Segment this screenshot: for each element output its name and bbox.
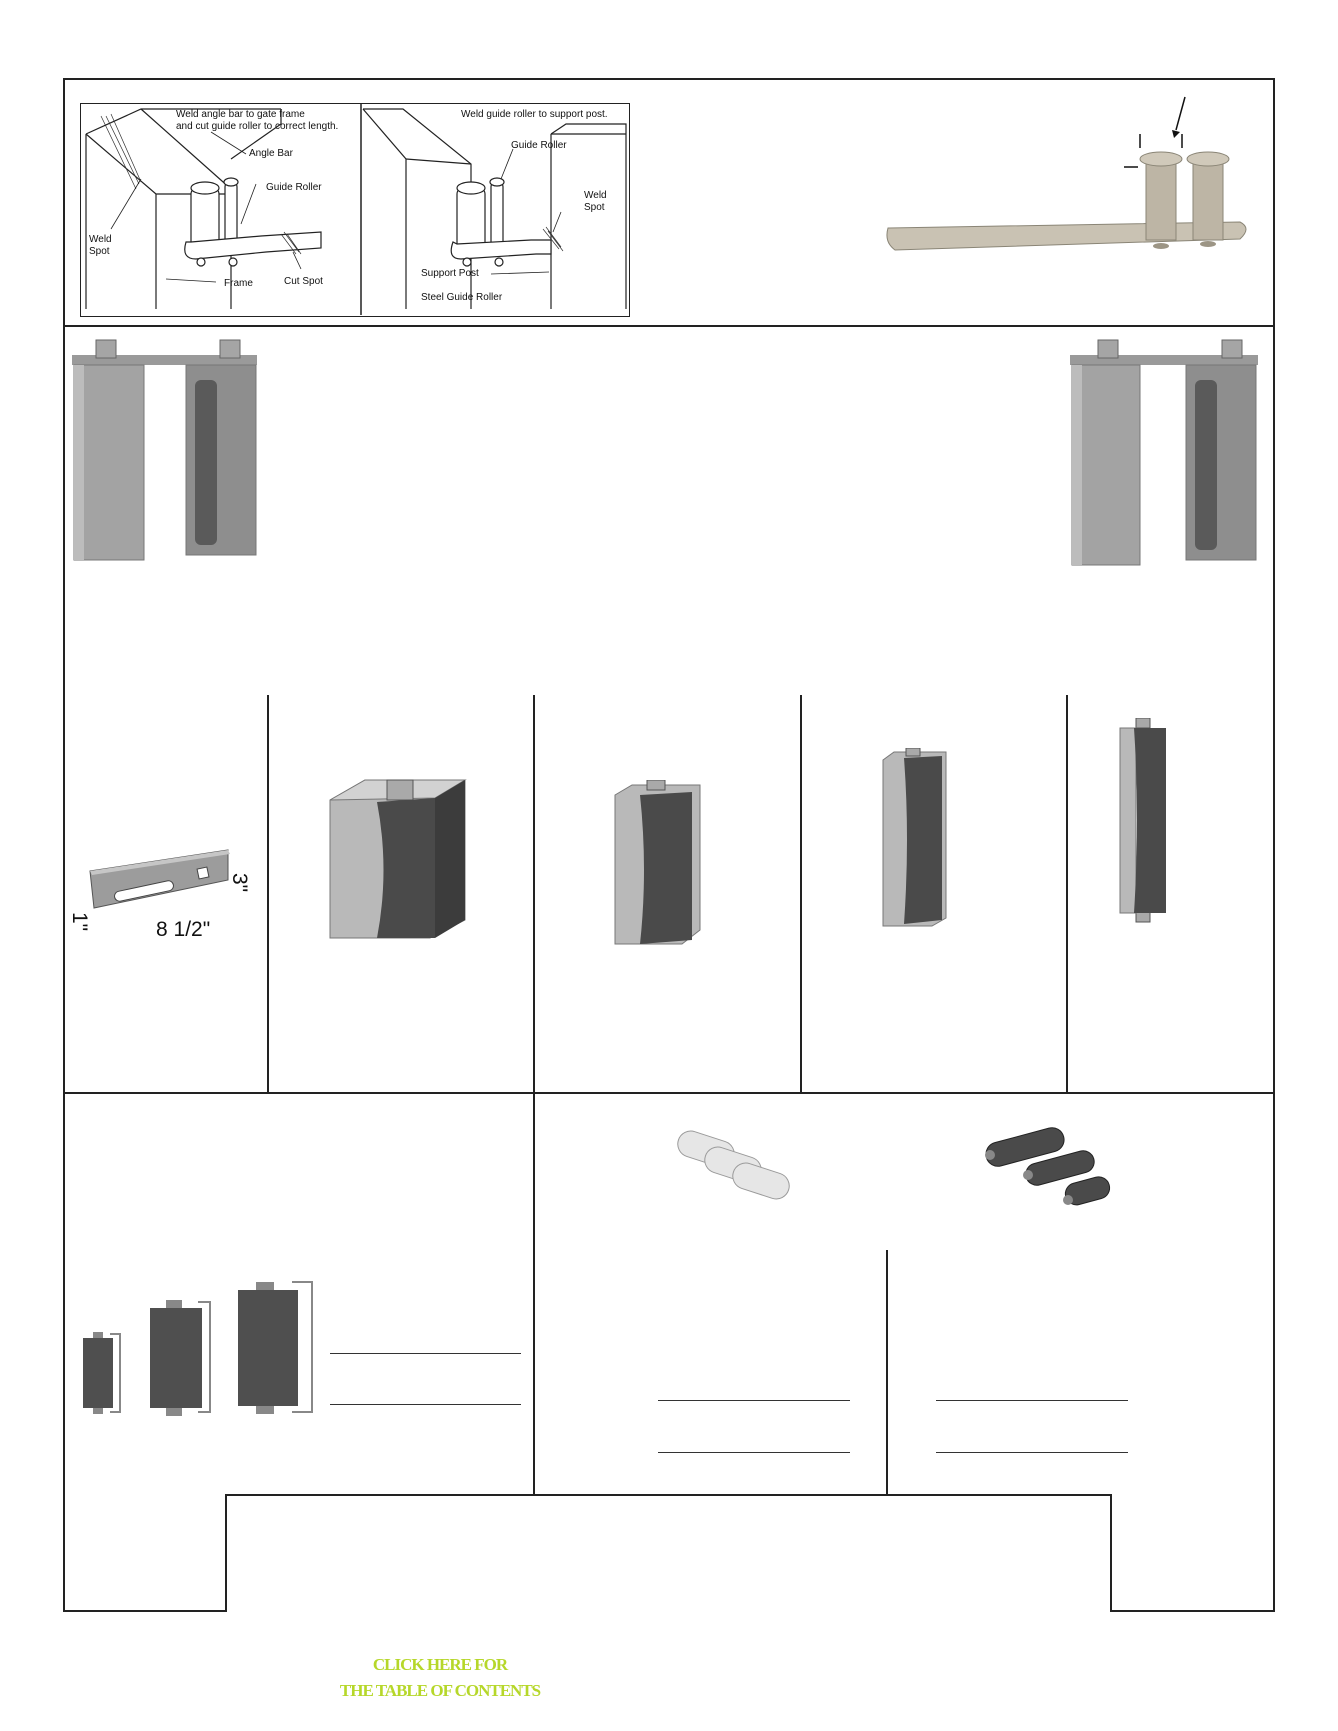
white-cover-blank-line-1 [658, 1400, 850, 1401]
frame-right [1273, 78, 1275, 1610]
roller-kit-small [83, 1332, 120, 1414]
notch-right [1110, 1494, 1112, 1612]
frame-top [63, 78, 1275, 80]
left-caption-line2: and cut guide roller to correct length. [176, 121, 339, 132]
label-guide-roller-left: Guide Roller [266, 182, 322, 193]
label-frame: Frame [224, 278, 253, 289]
label-weld-spot-left-2: Spot [89, 246, 110, 257]
mounting-bracket-illustration [68, 838, 263, 948]
divider-bottom-right [886, 1250, 888, 1494]
roller-kit-set-image [80, 1270, 320, 1422]
divider-row1 [63, 325, 1275, 327]
roller-kit-illustration [80, 1270, 320, 1422]
label-steel-guide-roller: Steel Guide Roller [421, 292, 503, 303]
divider-col1 [267, 695, 269, 1092]
white-cover-blank-line-2 [658, 1452, 850, 1453]
bracket-length-label: 8 1/2" [156, 918, 211, 941]
extra-tall-roller-image [1118, 718, 1170, 923]
frame-left [63, 78, 65, 1610]
double-roller-illustration-left [70, 335, 260, 565]
notch-top [225, 1494, 1112, 1496]
divider-bottom-center [533, 1092, 535, 1494]
white-roller-covers-illustration [672, 1128, 802, 1213]
medium-roller-image [612, 780, 702, 948]
mounting-bracket-image [68, 838, 263, 948]
bracket-thickness-label: 1" [68, 912, 91, 932]
toc-link-line1: CLICK HERE FOR [372, 1655, 508, 1674]
frame-bottom-right [1110, 1610, 1275, 1612]
left-caption-line1: Weld angle bar to gate frame [176, 109, 305, 120]
installation-diagram [80, 103, 630, 317]
label-guide-roller-right: Guide Roller [511, 140, 567, 151]
tall-roller-image [880, 748, 950, 928]
divider-col4 [1066, 695, 1068, 1092]
label-angle-bar: Angle Bar [249, 148, 293, 159]
short-roller-image [325, 770, 475, 945]
bracket-height-label: 3" [228, 873, 251, 893]
double-roller-illustration-right [1068, 335, 1260, 570]
double-roller-image-right [1068, 335, 1260, 570]
toc-link-line2: THE TABLE OF CONTENTS [339, 1681, 541, 1700]
notch-left [225, 1494, 227, 1612]
extra-tall-roller-illustration [1118, 718, 1170, 923]
kit-blank-line-1 [330, 1353, 521, 1354]
roller-kit-large [238, 1282, 312, 1414]
frame-bottom-left [63, 1610, 227, 1612]
black-cover-blank-line-1 [936, 1400, 1128, 1401]
black-roller-covers-image [980, 1125, 1120, 1220]
black-cover-blank-line-2 [936, 1452, 1128, 1453]
short-roller-illustration [325, 770, 475, 945]
white-roller-covers-image [672, 1128, 802, 1213]
black-roller-covers-illustration [980, 1125, 1120, 1220]
divider-col2 [533, 695, 535, 1092]
label-weld-spot-right-2: Spot [584, 202, 605, 213]
label-support-post: Support Post [421, 268, 479, 279]
divider-col3 [800, 695, 802, 1092]
double-roller-image-left [70, 335, 260, 565]
medium-roller-illustration [612, 780, 702, 948]
label-cut-spot: Cut Spot [284, 276, 323, 287]
roller-kit-medium [150, 1300, 210, 1416]
installation-diagram-art [81, 104, 628, 315]
kit-blank-line-2 [330, 1404, 521, 1405]
right-caption: Weld guide roller to support post. [461, 109, 608, 120]
divider-row3 [63, 1092, 1275, 1094]
tall-roller-illustration [880, 748, 950, 928]
label-weld-spot-right-1: Weld [584, 190, 607, 201]
table-of-contents-link[interactable] [260, 1652, 620, 1704]
steel-guide-roller-bar-image [880, 92, 1260, 262]
roller-bar-illustration [880, 92, 1260, 262]
label-weld-spot-left-1: Weld [89, 234, 112, 245]
